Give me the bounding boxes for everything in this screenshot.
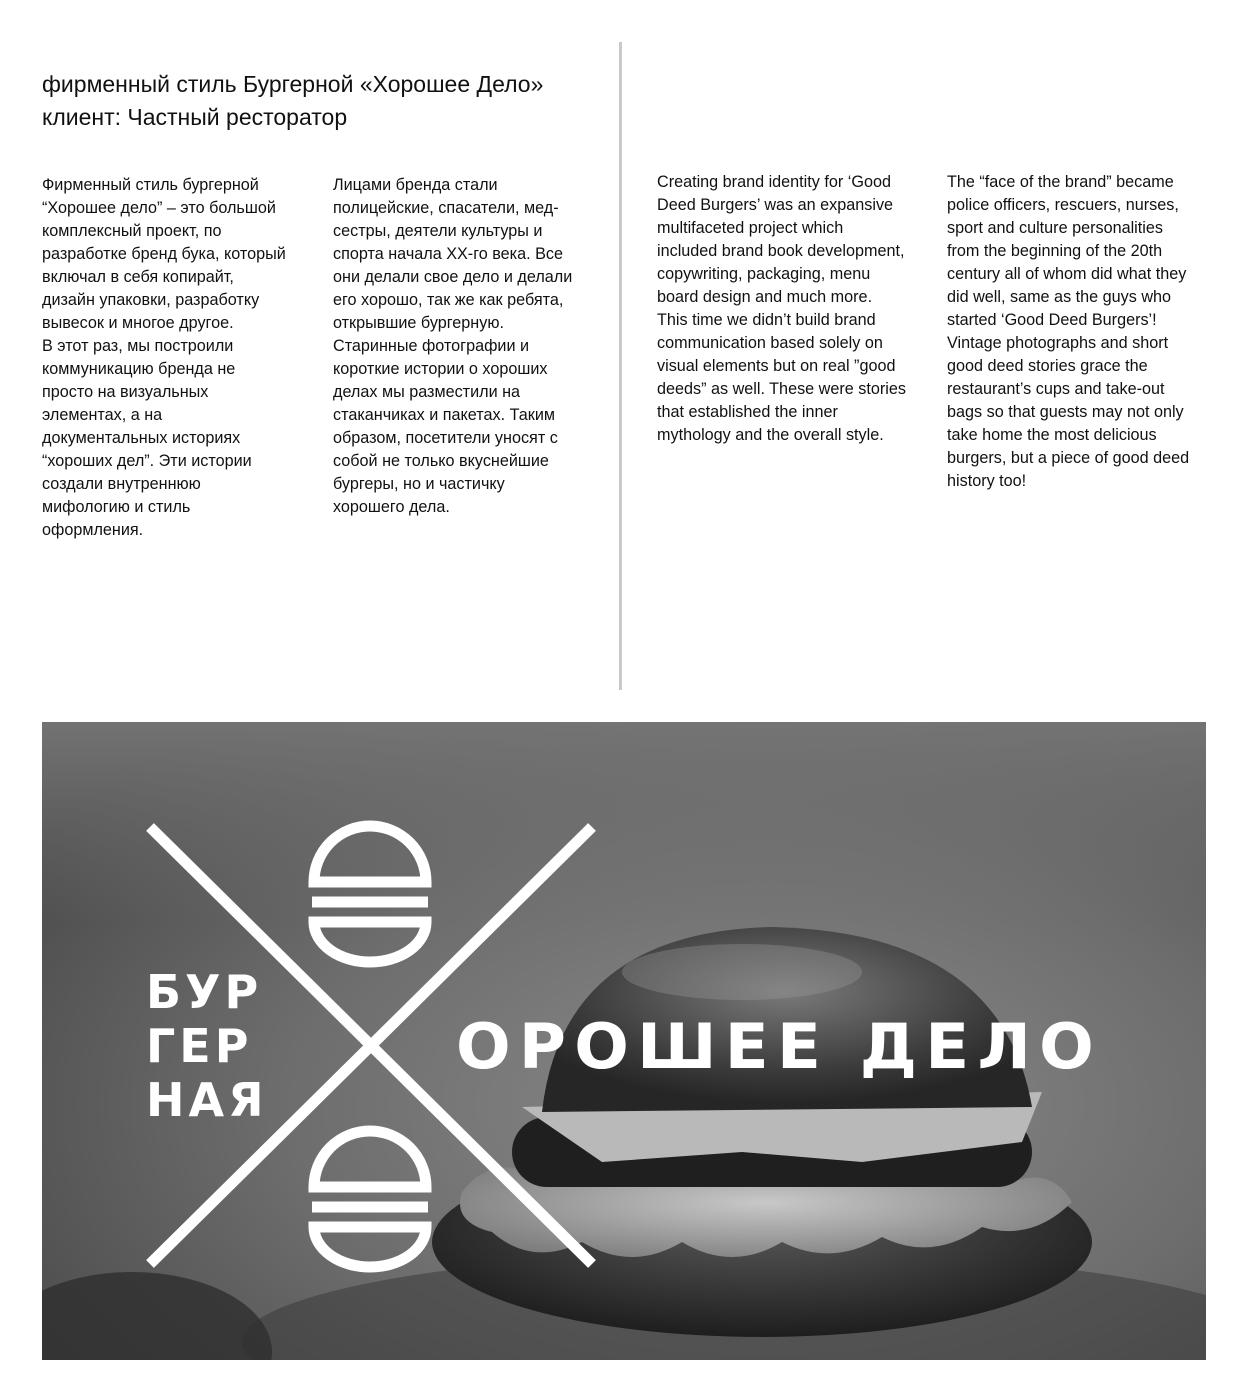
text-line: сестры, деятели культуры и [333,222,543,240]
text-line: good deed stories grace the [947,357,1148,375]
text-line: делах мы разместили на [333,383,521,401]
text-line: они делали свое дело и делали [333,268,573,286]
text-line: Creating brand identity for ‘Good [657,173,891,191]
text-line: restaurant’s cups and take-out [947,380,1165,398]
text-line: открывшие бургерную. [333,314,504,332]
text-line: стаканчиках и пакетах. Таким [333,406,555,424]
text-line: This time we didn’t build brand [657,311,876,329]
text-line: did well, same as the guys who [947,288,1172,306]
text-line: sport and culture personalities [947,219,1163,237]
text-line: В этот раз, мы построили [42,337,234,355]
logo-left-line-1: БУР [146,965,263,1019]
page-title [42,68,612,134]
text-line: оформления. [42,521,144,539]
text-line: included brand book development, [657,242,905,260]
text-line: history too! [947,472,1027,490]
text-line: просто на визуальных [42,383,209,401]
title-line-project: фирменный стиль Бургерной «Хорошее Дело» [42,71,544,97]
text-line: мифологию и стиль [42,498,191,516]
text-line: copywriting, packaging, menu [657,265,871,283]
title-line-client: клиент: Частный ресторатор [42,104,348,130]
text-line: burgers, but a piece of good deed [947,449,1190,467]
text-line: комплексный проект, по [42,222,222,240]
text-line: спорта начала XX-го века. Все [333,245,563,263]
text-line: хорошего дела. [333,498,450,516]
text-line: образом, посетители уносят с [333,429,558,447]
text-line: элементах, а на [42,406,163,424]
text-line: mythology and the overall style. [657,426,884,444]
en-description-column-1 [657,171,906,447]
text-line: police officers, rescuers, nurses, [947,196,1179,214]
logo-left-line-3: НАЯ [146,1073,268,1127]
text-line: Фирменный стиль бургерной [42,176,259,194]
ru-description-column-2 [333,174,572,519]
text-line: “Хорошее дело” – это большой [42,199,276,217]
text-line: multifaceted project which [657,219,844,237]
text-line: take home the most delicious [947,426,1157,444]
text-line: Deed Burgers’ was an expansive [657,196,894,214]
text-line: Vintage photographs and short [947,334,1169,352]
ru-description-column-1 [42,174,286,542]
text-line: вывесок и многое другое. [42,314,234,332]
text-line: включал в себя копирайт, [42,268,234,286]
text-line: bags so that guests may not only [947,403,1184,421]
logo-over-burger-photo [42,722,1206,1360]
text-line: дизайн упаковки, разработку [42,291,260,309]
en-description-column-2 [947,171,1189,493]
hero-image [42,722,1206,1360]
text-line: создали внутреннюю [42,475,201,493]
text-line: board design and much more. [657,288,873,306]
text-line: бургеры, но и частичку [333,475,505,493]
text-line: that established the inner [657,403,838,421]
text-line: visual elements but on real ”good [657,357,896,375]
text-line: собой не только вкуснейшие [333,452,549,470]
text-line: разработке бренд бука, который [42,245,286,263]
text-line: started ‘Good Deed Burgers’! [947,311,1157,329]
text-line: документальных историях [42,429,241,447]
text-line: короткие истории о хороших [333,360,548,378]
text-line: коммуникацию бренда не [42,360,236,378]
text-line: century all of whom did what they [947,265,1187,283]
text-line: Старинные фотографии и [333,337,530,355]
column-divider [619,42,622,690]
text-line: deeds” as well. These were stories [657,380,906,398]
burger-bun-highlight [622,944,862,1000]
text-line: communication based solely on [657,334,883,352]
text-line: его хорошо, так же как ребята, [333,291,564,309]
text-line: The “face of the brand” became [947,173,1174,191]
logo-left-line-2: ГЕР [146,1019,253,1073]
text-line: полицейские, спасатели, мед- [333,199,559,217]
text-line: Лицами бренда стали [333,176,498,194]
text-line: “хороших дел”. Эти истории [42,452,252,470]
logo-main-text: ОРОШЕЕ ДЕЛО [456,1010,1102,1083]
text-line: from the beginning of the 20th [947,242,1163,260]
